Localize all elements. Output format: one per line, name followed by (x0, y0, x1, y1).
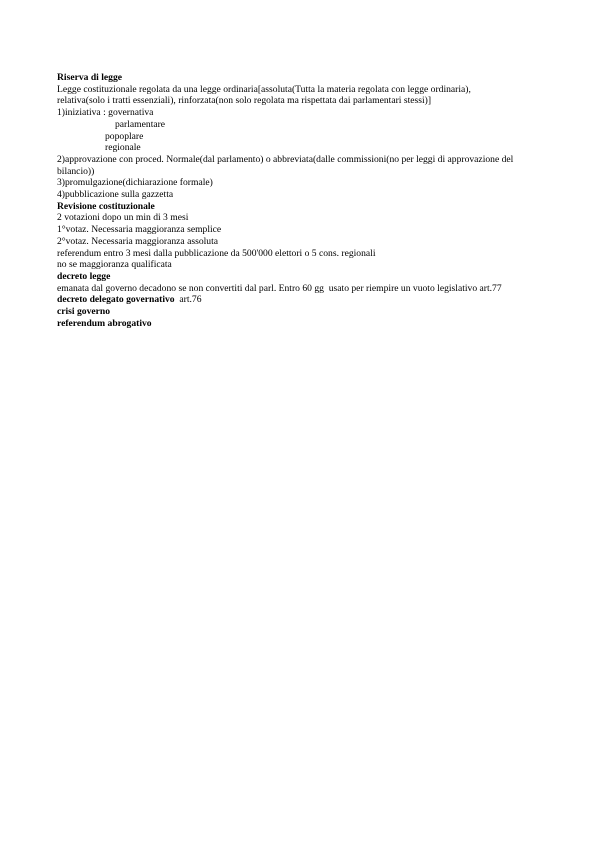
riserva-text-line-1: Legge costituzionale regolata da una legge ordinaria[assoluta(Tutta la materia regolata con legge ordinaria), (57, 83, 471, 95)
riserva-text-line-2: relativa(solo i tratti essenziali), rinforzata(non solo regolata ma rispettata dai parlamentari stessi)] (57, 95, 432, 107)
heading-revisione-costituzionale: Revisione costituzionale (57, 200, 155, 212)
document-body (57, 72, 547, 329)
iniziativa-option-popolare: popoplare (105, 130, 144, 142)
revisione-line-5: no se maggioranza qualificata (57, 259, 172, 271)
decreto-delegato-article: art.76 (174, 294, 202, 306)
iter-step-approvazione-line-1: 2)approvazione con proced. Normale(dal parlamento) o abbreviata(dalle commissioni(no per leggi di approvazione del (57, 153, 514, 165)
iniziativa-option-regionale: regionale (105, 142, 141, 154)
decreto-delegato-line (57, 294, 547, 306)
iter-step-pubblicazione: 4)pubblicazione sulla gazzetta (57, 189, 174, 201)
iniziativa-option-parlamentare: parlamentare (115, 118, 166, 130)
heading-crisi-governo: crisi governo (57, 306, 111, 318)
revisione-line-4: referendum entro 3 mesi dalla pubblicazione da 500'000 elettori o 5 cons. regionali (57, 247, 376, 259)
heading-referendum-abrogativo: referendum abrogativo (57, 317, 152, 329)
iter-step-approvazione-line-2: bilancio)) (57, 165, 95, 177)
heading-decreto-legge: decreto legge (57, 270, 111, 282)
revisione-line-1: 2 votazioni dopo un min di 3 mesi (57, 212, 189, 224)
revisione-line-2: 1°votaz. Necessaria maggioranza semplice (57, 224, 222, 236)
iter-step-promulgazione: 3)promulgazione(dichiarazione formale) (57, 177, 213, 189)
heading-riserva-di-legge: Riserva di legge (57, 72, 123, 83)
decreto-legge-text: emanata dal governo decadono se non convertiti dal parl. Entro 60 gg usato per riempire un vuoto legislativo art.77 (57, 282, 502, 294)
heading-decreto-delegato: decreto delegato governativo (57, 294, 175, 306)
revisione-line-3: 2°votaz. Necessaria maggioranza assoluta (57, 235, 218, 247)
iter-step-iniziativa: 1)iniziativa : governativa (57, 107, 154, 119)
